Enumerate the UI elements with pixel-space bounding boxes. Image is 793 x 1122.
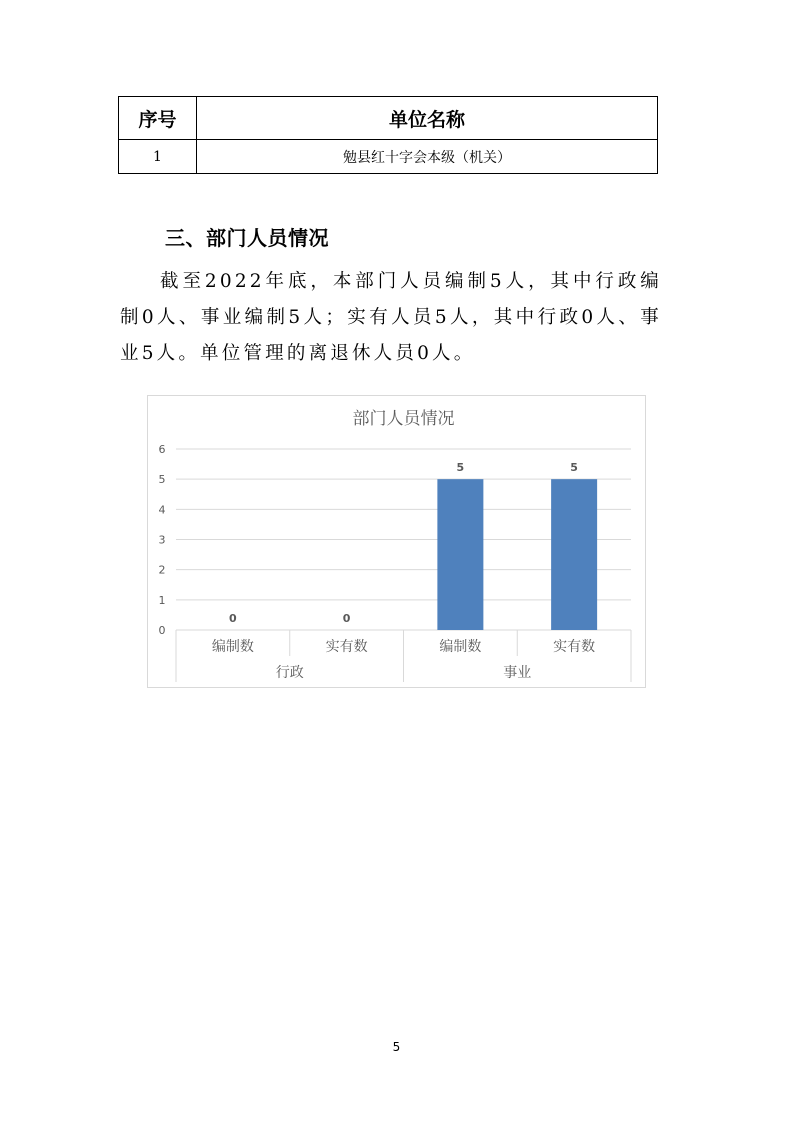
- y-tick-label: 1: [158, 593, 166, 607]
- data-label: 0: [229, 612, 237, 625]
- x-tick-label: 编制数: [211, 639, 254, 655]
- chart-svg: [148, 396, 647, 689]
- y-tick-label: 2: [158, 563, 166, 577]
- header-unit-name: 单位名称: [197, 97, 658, 140]
- chart-title: 部门人员情况: [352, 409, 455, 429]
- y-tick-label: 3: [158, 533, 166, 547]
- header-index: 序号: [119, 97, 197, 140]
- group-label: 行政: [275, 665, 304, 681]
- data-label: 5: [570, 461, 578, 475]
- y-tick-label: 4: [158, 503, 166, 517]
- data-label: 0: [342, 612, 351, 625]
- y-tick-label: 5: [158, 473, 166, 487]
- y-tick-label: 6: [158, 443, 166, 456]
- staff-paragraph: 截至2022年底，本部门人员编制5人，其中行政编制0人、事业编制5人；实有人员5人，其中行政0人、事业5人。单位管理的离退休人员0人。: [120, 271, 662, 364]
- bar: [551, 479, 597, 630]
- page-number: 5: [392, 1040, 401, 1054]
- section-title: 三、部门人员情况: [165, 226, 329, 250]
- data-label: 5: [456, 461, 465, 475]
- table-header-row: [119, 97, 658, 140]
- x-tick-label: 编制数: [439, 639, 482, 655]
- cell-unit-name: 勉县红十字会本级（机关）: [197, 140, 658, 174]
- y-tick-label: 0: [158, 624, 166, 637]
- x-tick-label: 实有数: [553, 639, 596, 655]
- staff-chart: [147, 395, 646, 688]
- unit-table: [118, 96, 658, 174]
- table-row: [119, 140, 658, 174]
- group-label: 事业: [503, 665, 532, 681]
- cell-index: 1: [119, 140, 197, 174]
- bar: [437, 479, 483, 630]
- x-tick-label: 实有数: [325, 639, 368, 655]
